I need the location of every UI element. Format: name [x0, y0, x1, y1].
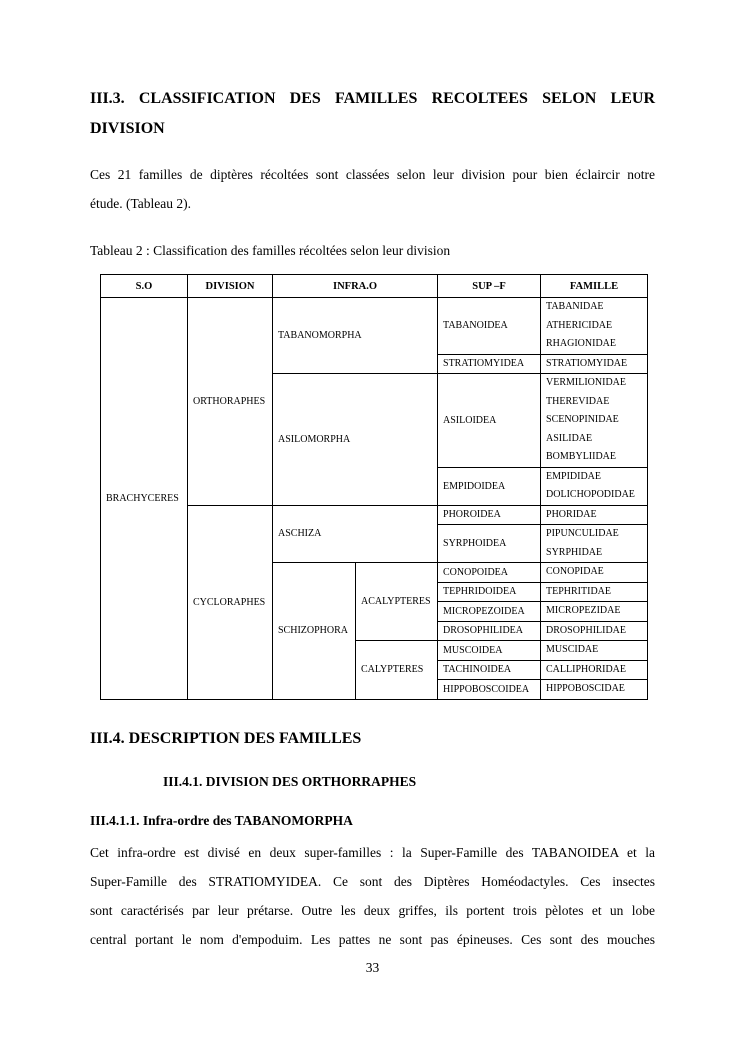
col-header-infra-o: INFRA.O	[273, 275, 438, 298]
famille: MUSCIDAE	[546, 644, 599, 655]
paragraph-line: Super-Famille des STRATIOMYIDEA. Ce sont des Diptères Homéodactyles. Ces insectes	[90, 873, 655, 889]
cell-sup-conopoidea: CONOPOIDEA	[438, 563, 541, 583]
intro-paragraph	[90, 160, 655, 218]
cell-sup-drosophilidea: DROSOPHILIDEA	[438, 621, 541, 641]
heading-line: III.3. CLASSIFICATION DES FAMILLES RECOLTEES SELON LEUR	[90, 90, 655, 107]
famille: THEREVIDAE	[546, 395, 610, 407]
cell-familles-muscoidea	[541, 641, 648, 661]
famille: DOLICHOPODIDAE	[546, 489, 635, 500]
cell-familles-micropezoidea	[541, 602, 648, 622]
famille: SCENOPINIDAE	[546, 414, 619, 425]
famille: ATHERICIDAE	[546, 319, 613, 331]
paragraph-line: Ces 21 familles de diptères récoltées sont classées selon leur division pour bien éclaircir notre	[90, 167, 655, 182]
cell-infra-tabanomorpha: TABANOMORPHA	[273, 298, 438, 374]
famille: PIPUNCULIDAE	[546, 528, 619, 539]
description-paragraph	[90, 838, 655, 954]
cell-infra-schizophora: SCHIZOPHORA	[273, 563, 356, 700]
cell-familles-stratiomyidea	[541, 354, 648, 374]
cell-sup-micropezoidea: MICROPEZOIDEA	[438, 602, 541, 622]
cell-sup-phoroidea: PHOROIDEA	[438, 505, 541, 525]
cell-familles-tephridoidea	[541, 582, 648, 602]
famille: RHAGIONIDAE	[546, 338, 617, 349]
heading-line: DIVISION	[90, 120, 165, 137]
table-caption: Tableau 2 : Classification des familles récoltées selon leur division	[90, 243, 451, 258]
cell-familles-tachinoidea	[541, 660, 648, 680]
cell-familles-conopoidea	[541, 563, 648, 583]
paragraph-line: Cet infra-ordre est divisé en deux super-familles : la Super-Famille des TABANOIDEA et la	[90, 844, 655, 860]
cell-sup-hippoboscoidea: HIPPOBOSCOIDEA	[438, 680, 541, 700]
cell-sup-tabanoidea: TABANOIDEA	[438, 298, 541, 355]
paragraph-line: étude. (Tableau 2).	[90, 196, 192, 211]
col-header-so: S.O	[101, 275, 188, 298]
section-iii4-heading: III.4. DESCRIPTION DES FAMILLES	[90, 729, 362, 747]
paragraph-line: sont caractérisés par leur prétarse. Outre les deux griffes, ils portent trois pèlotes et un lobe	[90, 902, 655, 918]
famille: DROSOPHILIDAE	[546, 624, 627, 636]
section-iii411-heading: III.4.1.1. Infra-ordre des TABANOMORPHA	[90, 812, 353, 828]
cell-sup-syrphoidea: SYRPHOIDEA	[438, 525, 541, 563]
cell-familles-syrphoidea	[541, 525, 648, 563]
famille: ASILIDAE	[546, 432, 593, 444]
cell-familles-drosophilidea	[541, 621, 648, 641]
section-iii41-heading: III.4.1. DIVISION DES ORTHORRAPHES	[163, 773, 417, 789]
famille: PHORIDAE	[546, 508, 597, 520]
famille: HIPPOBOSCIDAE	[546, 683, 625, 694]
famille: MICROPEZIDAE	[546, 605, 621, 616]
cell-division-orthoraphes: ORTHORAPHES	[188, 298, 273, 506]
famille: CONOPIDAE	[546, 566, 604, 577]
col-header-famille: FAMILLE	[541, 275, 648, 298]
cell-familles-empidoidea	[541, 467, 648, 505]
famille: TABANIDAE	[546, 301, 604, 312]
col-header-sup-f: SUP –F	[438, 275, 541, 298]
section-iii3-heading	[90, 84, 655, 144]
page-number: 33	[365, 959, 380, 975]
cell-sup-muscoidea: MUSCOIDEA	[438, 641, 541, 661]
cell-so-brachyceres: BRACHYCERES	[101, 298, 188, 700]
cell-familles-asiloidea	[541, 374, 648, 468]
cell-sub-calypteres: CALYPTERES	[356, 641, 438, 700]
table-row	[101, 298, 648, 355]
cell-sub-acalypteres: ACALYPTERES	[356, 563, 438, 641]
famille: SYRPHIDAE	[546, 546, 603, 558]
classification-table	[100, 274, 648, 700]
cell-familles-hippoboscoidea	[541, 680, 648, 700]
cell-familles-phoroidea	[541, 505, 648, 525]
famille: BOMBYLIIDAE	[546, 451, 617, 462]
famille: EMPIDIDAE	[546, 470, 602, 482]
cell-sup-tachinoidea: TACHINOIDEA	[438, 660, 541, 680]
col-header-division: DIVISION	[188, 275, 273, 298]
cell-infra-aschiza: ASCHIZA	[273, 505, 438, 563]
cell-sup-empidoidea: EMPIDOIDEA	[438, 467, 541, 505]
famille: TEPHRITIDAE	[546, 585, 612, 597]
cell-division-cycloraphes: CYCLORAPHES	[188, 505, 273, 699]
paragraph-line: central portant le nom d'empoduim. Les pattes ne sont pas épineuses. Ces sont des mouches	[90, 931, 655, 947]
cell-sup-tephridoidea: TEPHRIDOIDEA	[438, 582, 541, 602]
famille: VERMILIONIDAE	[546, 377, 627, 388]
cell-sup-asiloidea: ASILOIDEA	[438, 374, 541, 468]
cell-familles-tabanoidea	[541, 298, 648, 355]
famille: STRATIOMYIDAE	[546, 357, 628, 369]
table-header-row	[101, 275, 648, 298]
cell-infra-asilomorpha: ASILOMORPHA	[273, 374, 438, 506]
cell-sup-stratiomyidea: STRATIOMYIDEA	[438, 354, 541, 374]
famille: CALLIPHORIDAE	[546, 663, 627, 675]
